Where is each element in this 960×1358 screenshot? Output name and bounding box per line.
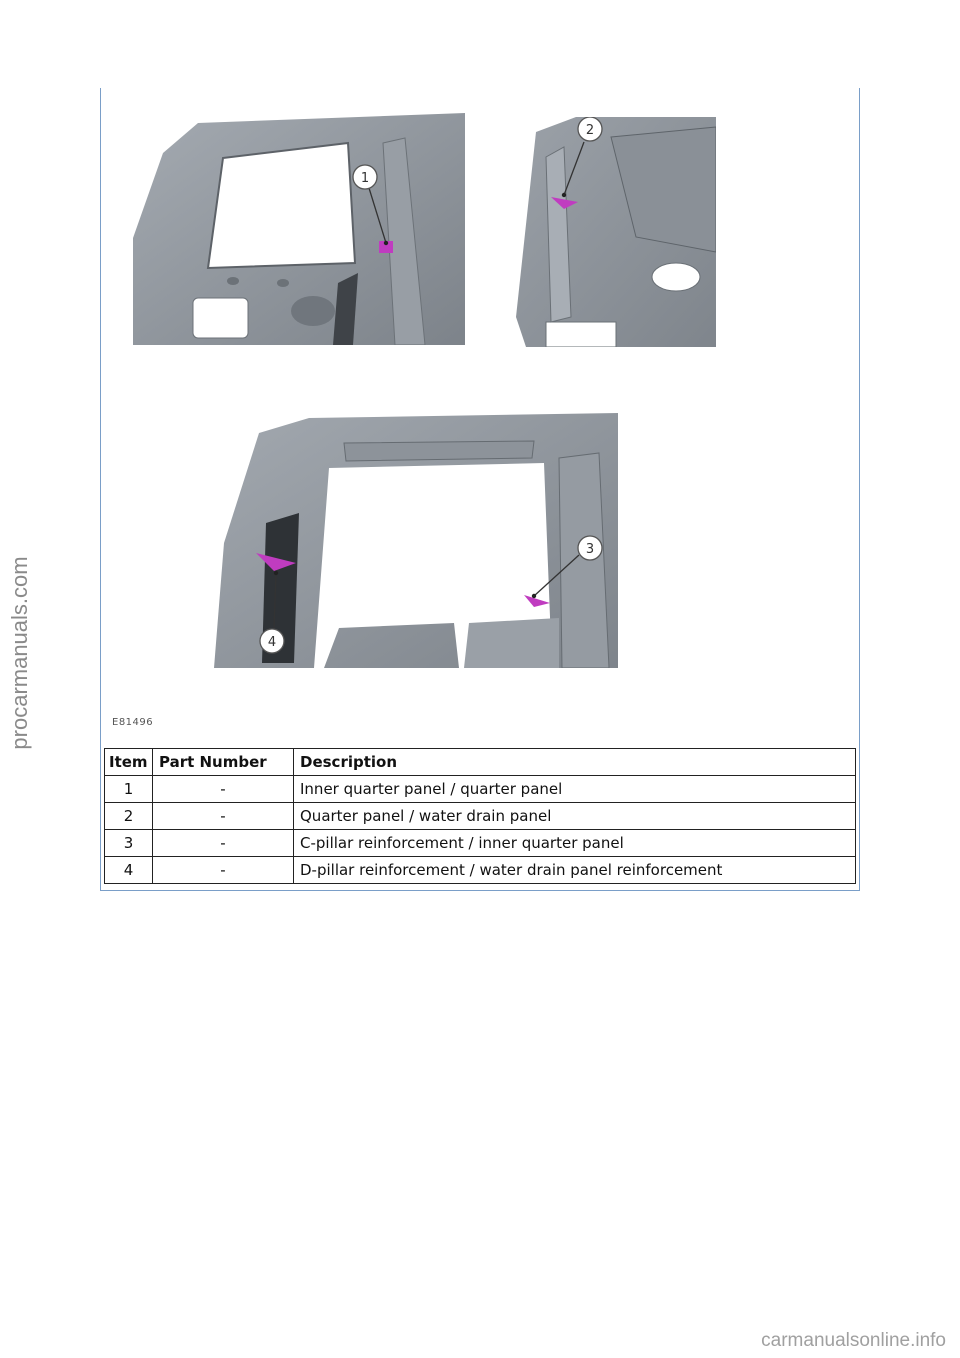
- callout-1: 1: [360, 171, 370, 186]
- cell-item: 3: [105, 830, 153, 857]
- header-description: Description: [294, 749, 856, 776]
- cell-description: C-pillar reinforcement / inner quarter panel: [294, 830, 856, 857]
- cell-description: Inner quarter panel / quarter panel: [294, 776, 856, 803]
- cell-item: 1: [105, 776, 153, 803]
- cell-part-number: -: [153, 857, 294, 884]
- cell-part-number: -: [153, 803, 294, 830]
- header-part-number: Part Number: [153, 749, 294, 776]
- callout-3: 3: [585, 542, 595, 557]
- callout-4: 4: [267, 635, 277, 650]
- illustration-quarter-panel: [516, 117, 716, 347]
- header-item: Item: [105, 749, 153, 776]
- cell-part-number: -: [153, 776, 294, 803]
- bottom-watermark: carmanualsonline.info: [761, 1330, 946, 1351]
- illustration-inner-quarter-panel: [133, 113, 465, 345]
- cell-item: 2: [105, 803, 153, 830]
- callout-2: 2: [585, 123, 595, 138]
- figure-reference-code: E81496: [112, 717, 154, 728]
- illustration-pillar-reinforcements: [214, 413, 618, 668]
- table-row: [105, 776, 856, 803]
- table-header-row: [105, 749, 856, 776]
- cell-description: D-pillar reinforcement / water drain panel reinforcement: [294, 857, 856, 884]
- cell-description: Quarter panel / water drain panel: [294, 803, 856, 830]
- cell-item: 4: [105, 857, 153, 884]
- parts-table: [104, 748, 856, 884]
- cell-part-number: -: [153, 830, 294, 857]
- table-row: [105, 830, 856, 857]
- table-row: [105, 803, 856, 830]
- table-row: [105, 857, 856, 884]
- side-watermark: procarmanuals.com: [7, 556, 32, 750]
